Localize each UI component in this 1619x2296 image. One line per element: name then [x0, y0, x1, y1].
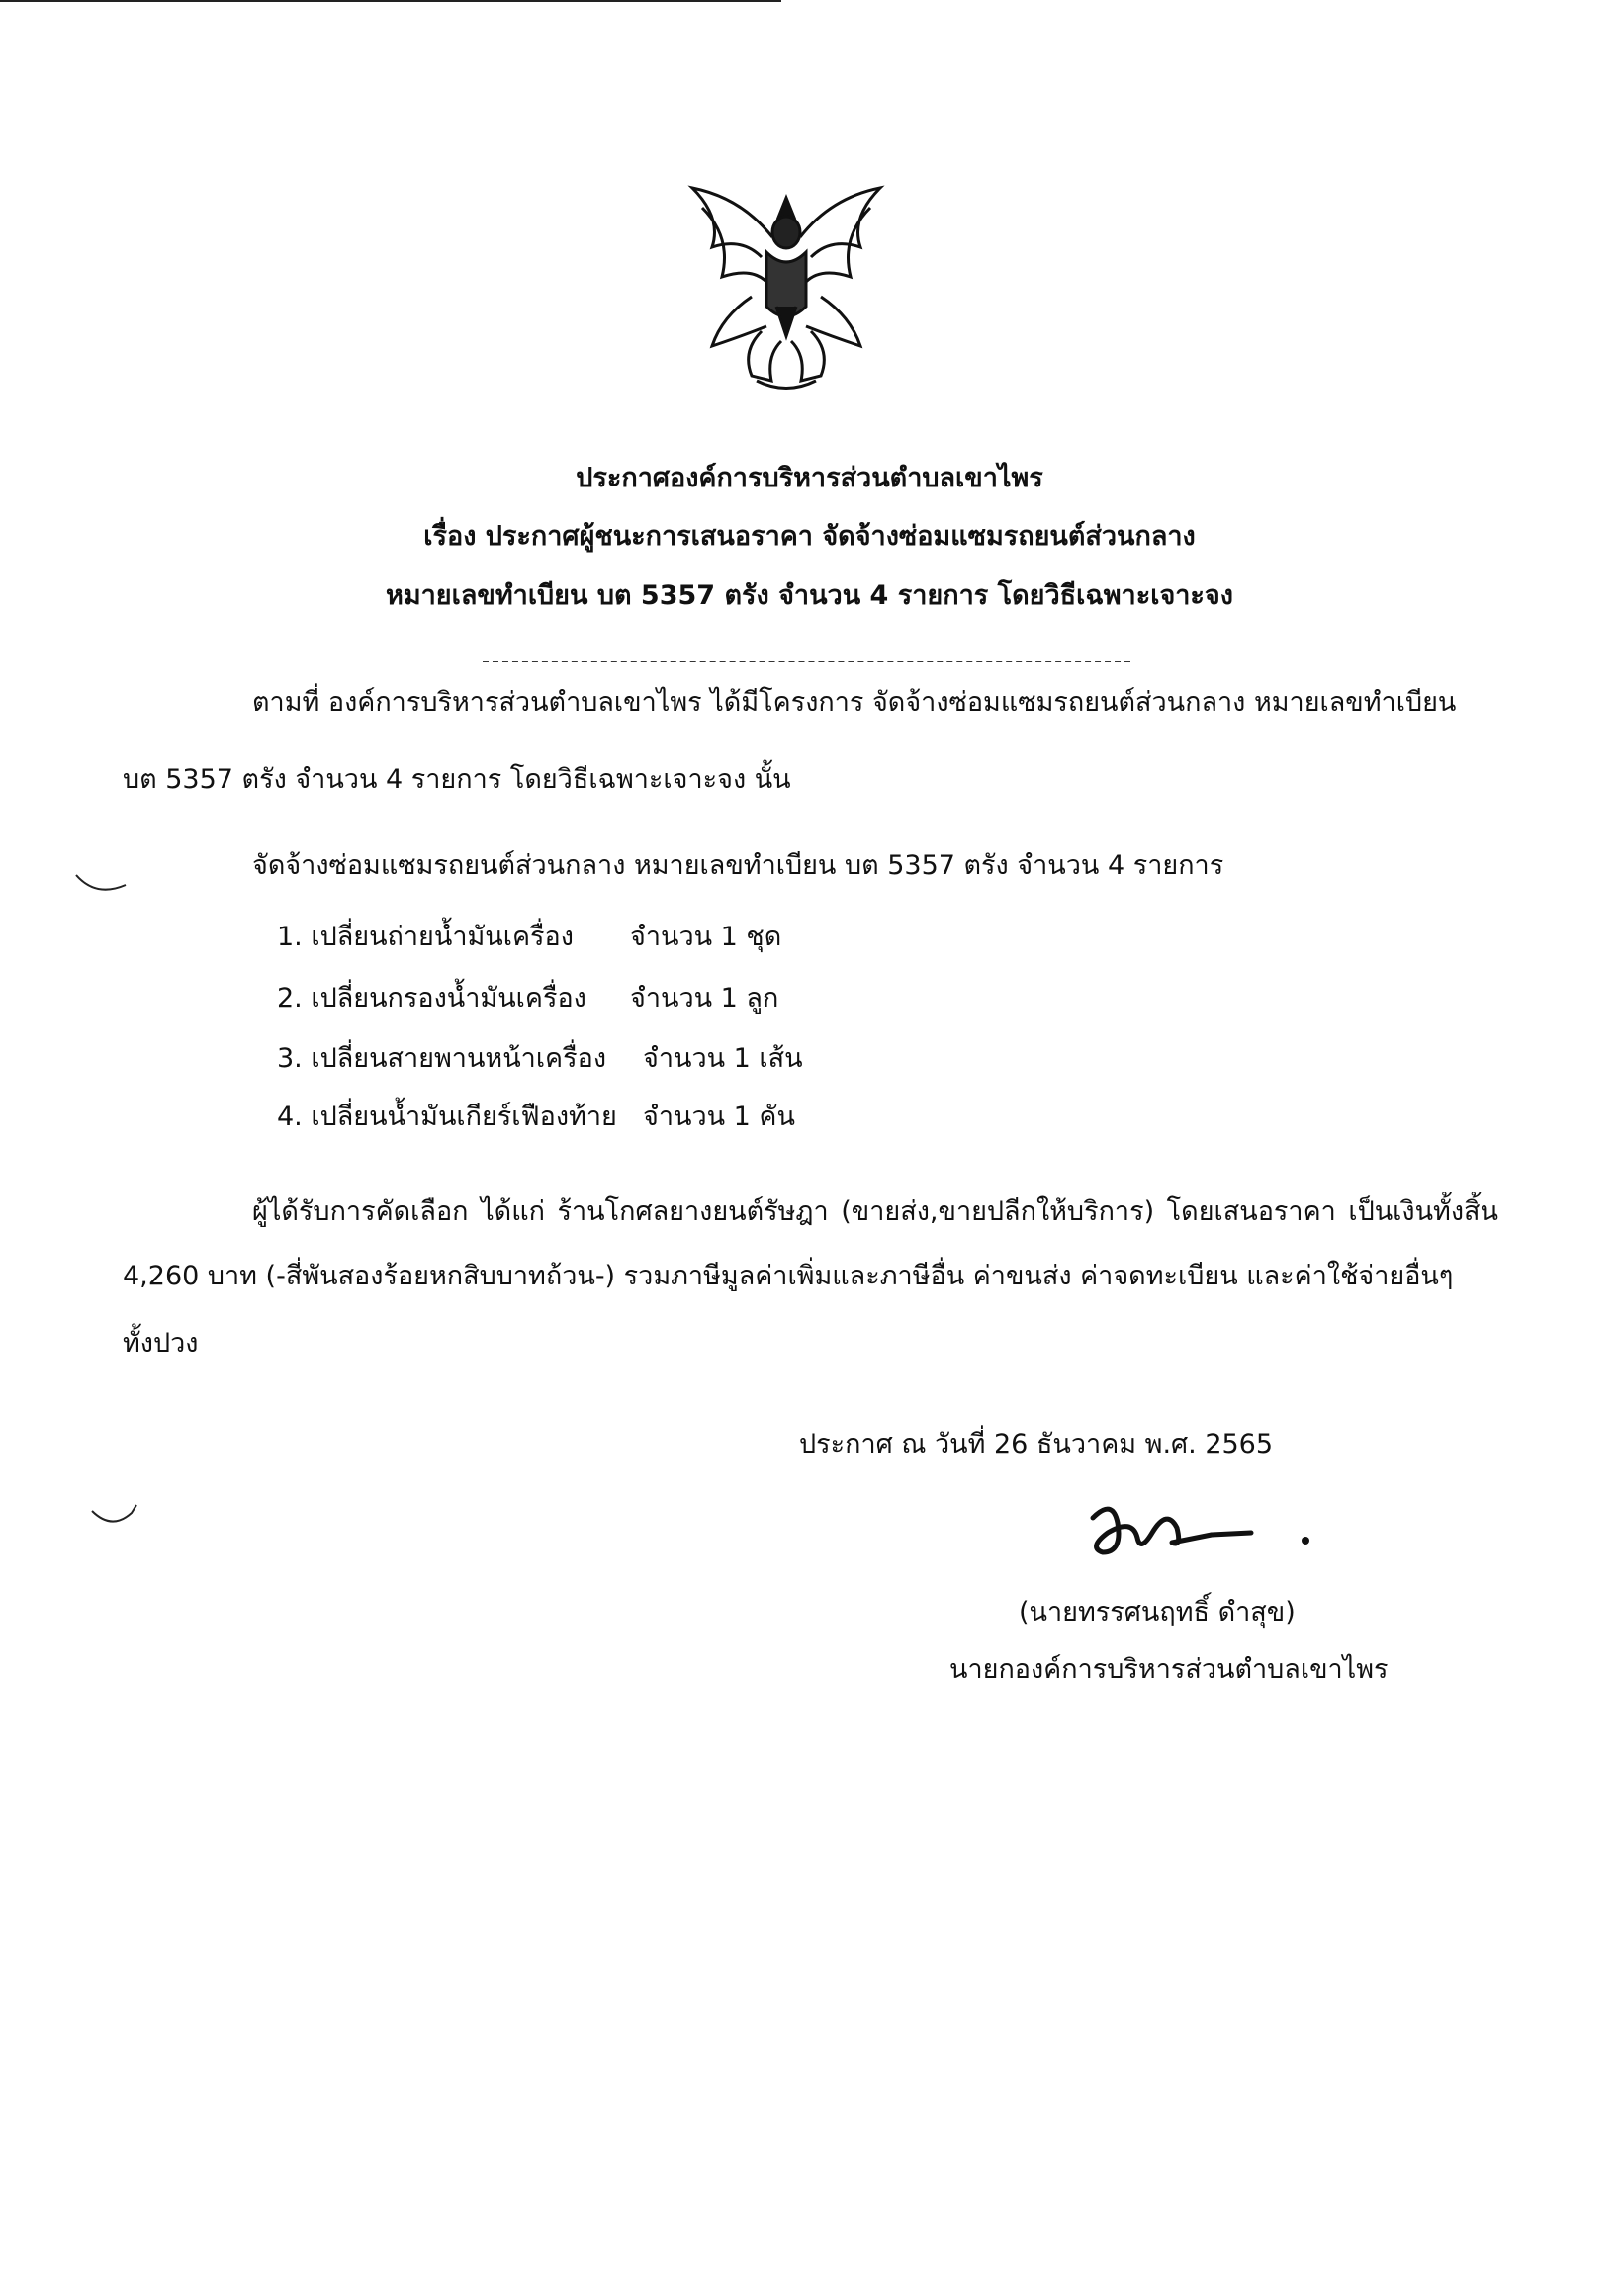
list-item — [277, 915, 782, 957]
item-qty: จำนวน 1 ลูก — [630, 983, 779, 1014]
para2-part: ผู้ได้รับการคัดเลือก — [252, 1196, 469, 1227]
item-label: 2. เปลี่ยนกรองน้ำมันเครื่อง — [277, 983, 586, 1014]
item-label: 3. เปลี่ยนสายพานหน้าเครื่อง — [277, 1043, 607, 1074]
signer-position: นายกองค์การบริหารส่วนตำบลเขาไพร — [949, 1654, 1389, 1685]
top-rule — [0, 0, 781, 2]
paragraph-2-line3: ทั้งปวง — [123, 1328, 199, 1359]
item-label: 4. เปลี่ยนน้ำมันเกียร์เฟืองท้าย — [277, 1102, 617, 1132]
punch-mark — [71, 870, 131, 900]
dashed-divider — [483, 661, 1130, 662]
announcement-subject-line2: หมายเลขทำเบียน บต 5357 ตรัง จำนวน 4 รายการ โดยวิธีเฉพาะเจาะจง — [386, 580, 1233, 611]
list-intro: จัดจ้างซ่อมแซมรถยนต์ส่วนกลาง หมายเลขทำเบียน บต 5357 ตรัง จำนวน 4 รายการ — [252, 850, 1224, 881]
list-item — [277, 1095, 795, 1137]
announcement-title: ประกาศองค์การบริหารส่วนตำบลเขาไพร — [576, 463, 1043, 493]
item-qty: จำนวน 1 เส้น — [643, 1043, 803, 1074]
paragraph-1-line1: ตามที่ องค์การบริหารส่วนตำบลเขาไพร ได้มีโครงการ จัดจ้างซ่อมแซมรถยนต์ส่วนกลาง หมายเลขทำเบียน — [252, 687, 1457, 718]
para2-part: ร้านโกศลยางยนต์รัษฎา — [557, 1196, 829, 1227]
item-label: 1. เปลี่ยนถ่ายน้ำมันเครื่อง — [277, 922, 574, 952]
para2-part: โดยเสนอราคา — [1166, 1196, 1336, 1227]
announce-date: ประกาศ ณ วันที่ 26 ธันวาคม พ.ศ. 2565 — [799, 1429, 1274, 1459]
paragraph-1-line2: บต 5357 ตรัง จำนวน 4 รายการ โดยวิธีเฉพาะเจาะจง นั้น — [123, 764, 791, 795]
para2-part: (ขายส่ง,ขายปลีกให้บริการ) — [841, 1196, 1155, 1227]
list-item — [277, 976, 779, 1018]
item-qty: จำนวน 1 ชุด — [630, 922, 782, 952]
punch-mark — [87, 1503, 146, 1533]
para2-part: เป็นเงินทั้งสิ้น — [1348, 1196, 1498, 1227]
paragraph-2-line1 — [252, 1196, 1498, 1228]
announcement-subject: เรื่อง ประกาศผู้ชนะการเสนอราคา จัดจ้างซ่อมแซมรถยนต์ส่วนกลาง — [423, 521, 1196, 552]
item-qty: จำนวน 1 คัน — [643, 1102, 795, 1132]
paragraph-2-line2: 4,260 บาท (-สี่พันสองร้อยหกสิบบาทถ้วน-) รวมภาษีมูลค่าเพิ่มและภาษีอื่น ค่าขนส่ง ค่าจดทะเบียน และค่าใช้จ่ายอื่นๆ — [123, 1261, 1454, 1291]
list-item — [277, 1036, 803, 1079]
garuda-emblem-icon — [682, 178, 890, 400]
signature — [1083, 1493, 1320, 1572]
signer-name: (นายทรรศนฤทธิ์ ดำสุข) — [1019, 1597, 1296, 1628]
para2-part: ได้แก่ — [481, 1196, 545, 1227]
